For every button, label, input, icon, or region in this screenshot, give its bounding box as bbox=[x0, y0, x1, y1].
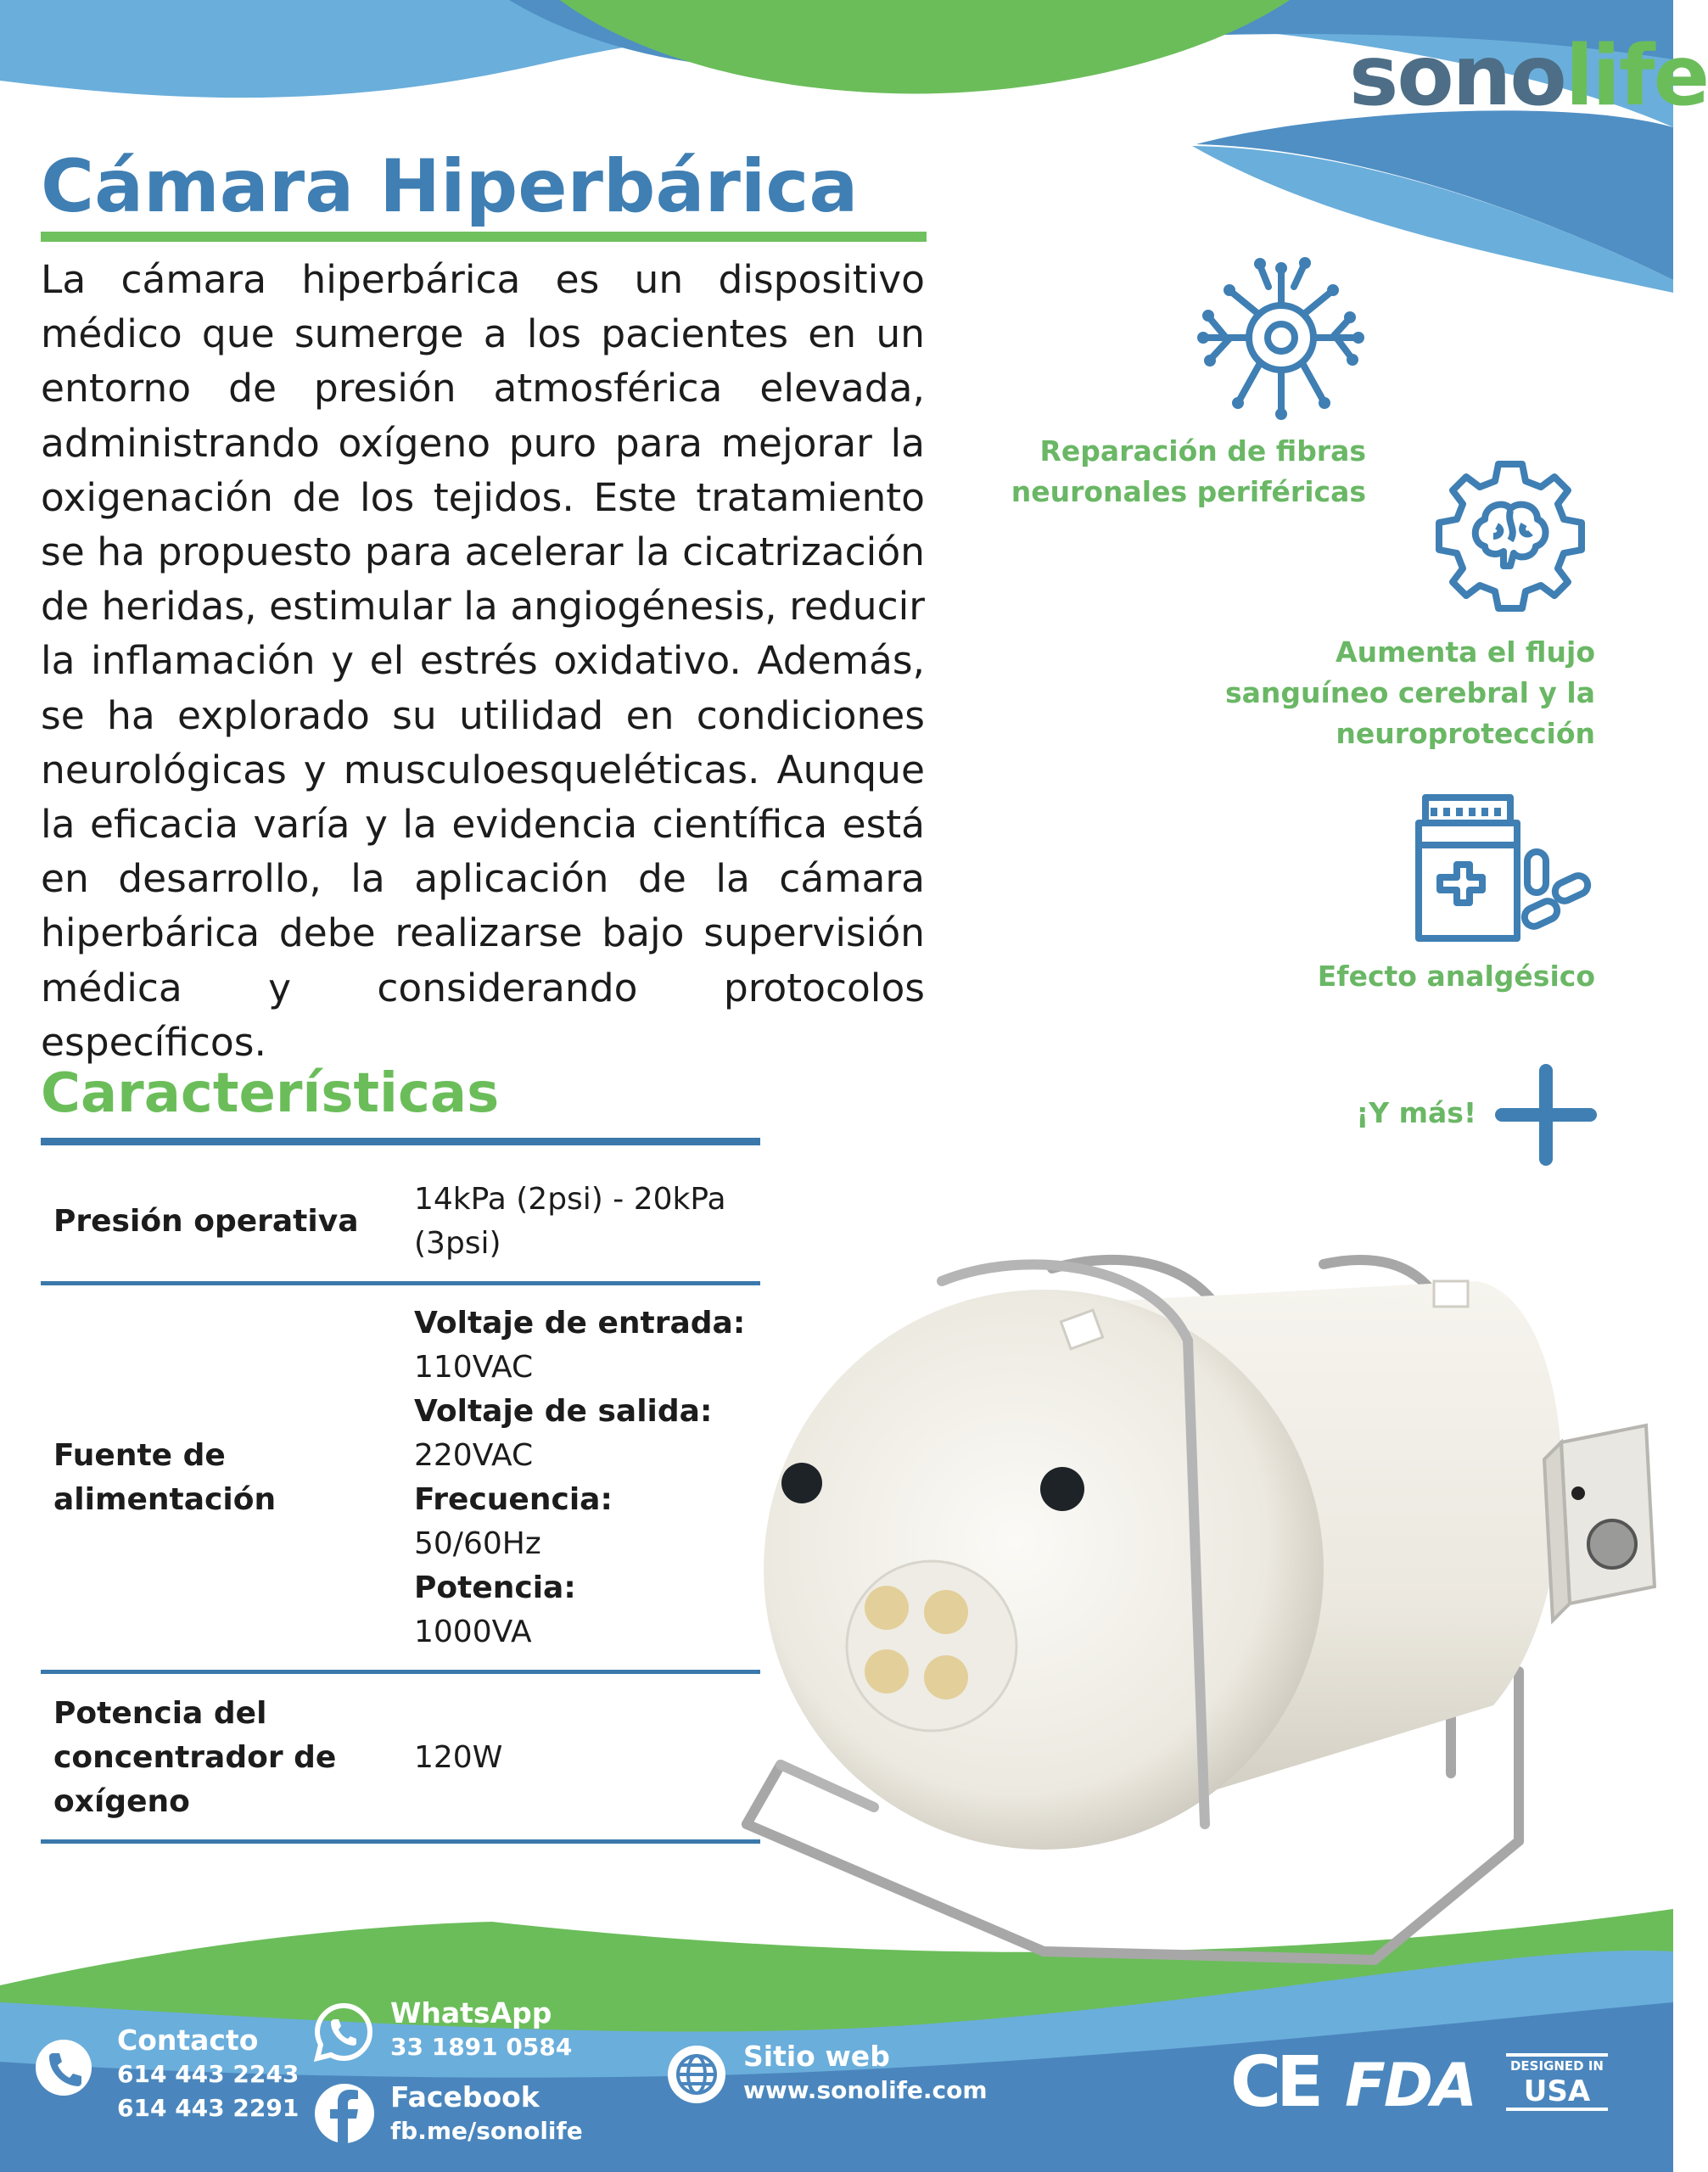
contact-block: Contacto 614 443 2243 614 443 2291 bbox=[117, 2024, 299, 2125]
characteristics-title: Características bbox=[41, 1062, 500, 1125]
contact-phone-2[interactable]: 614 443 2291 bbox=[117, 2094, 300, 2122]
neuron-icon bbox=[1192, 253, 1370, 423]
brand-logo: sonolife bbox=[1349, 28, 1708, 125]
page-title: Cámara Hiperbárica bbox=[41, 144, 859, 229]
characteristics-underline bbox=[41, 1138, 760, 1145]
spec-name-power-supply: Fuente de alimentación bbox=[53, 1438, 277, 1517]
intro-paragraph: La cámara hiperbárica es un dispositivo médico que sumerge a los pacientes en un entorno de presión atmosférica elevada, administrando oxígeno puro para mejorar la oxigenación de los tejidos. Este tratamiento se ha propuesto para acelerar la cicatrización de heridas, estimular la angiogénesis, reducir la inflamación y el estrés oxidativo. Además, se ha explorado su utilidad en condiciones neurológicas y musculoesqueléticas. Aunque la eficacia varía y la evidencia científica está en desarrollo, la aplicación de la cámara hiperbárica debe realizarse bajo supervisión médica y considerando protocolos específicos. bbox=[41, 257, 925, 1065]
spec-value-pressure: 14kPa (2psi) - 20kPa (3psi) bbox=[414, 1182, 726, 1261]
more-label: ¡Y más! bbox=[1356, 1096, 1476, 1129]
plus-icon bbox=[1497, 1066, 1595, 1164]
benefit-label-analgesic: Efecto analgésico bbox=[1317, 960, 1595, 993]
globe-icon bbox=[667, 2045, 726, 2108]
spec-name-pressure: Presión operativa bbox=[53, 1204, 359, 1239]
spec-name-oxygen-concentrator: Potencia del concentrador de oxígeno bbox=[53, 1696, 337, 1819]
row-divider bbox=[41, 1839, 760, 1844]
website-block[interactable]: Sitio web www.sonolife.com bbox=[743, 2040, 988, 2104]
benefit-label-blood-flow: Aumenta el flujo sanguíneo cerebral y la neuroprotección bbox=[1224, 635, 1595, 750]
benefit-label-nerve-repair: Reparación de fibras neuronales periféricas bbox=[1011, 434, 1366, 508]
phone-icon bbox=[34, 2038, 93, 2101]
facebook-icon bbox=[314, 2083, 375, 2147]
brain-gear-icon bbox=[1425, 451, 1595, 621]
contact-phone-1[interactable]: 614 443 2243 bbox=[117, 2060, 300, 2088]
spec-value-oxygen-concentrator: 120W bbox=[414, 1740, 503, 1775]
hyperbaric-chamber-image bbox=[730, 1230, 1672, 1963]
row-divider bbox=[41, 1281, 760, 1285]
designed-in-usa-badge: DESIGNED IN USA bbox=[1506, 2053, 1608, 2111]
row-divider bbox=[41, 1670, 760, 1674]
fda-mark: FDA bbox=[1345, 2051, 1476, 2120]
medicine-bottle-icon bbox=[1400, 794, 1595, 947]
whatsapp-block[interactable]: WhatsApp 33 1891 0584 bbox=[390, 1996, 573, 2061]
ce-mark: CE bbox=[1230, 2042, 1319, 2123]
title-underline bbox=[41, 232, 927, 242]
spec-value-power-supply: Voltaje de entrada: 110VAC Voltaje de salida: 220VAC Frecuencia: 50/60Hz Potencia: 1000VA bbox=[414, 1306, 746, 1649]
whatsapp-icon bbox=[312, 2001, 375, 2067]
facebook-block[interactable]: Facebook fb.me/sonolife bbox=[390, 2080, 583, 2145]
